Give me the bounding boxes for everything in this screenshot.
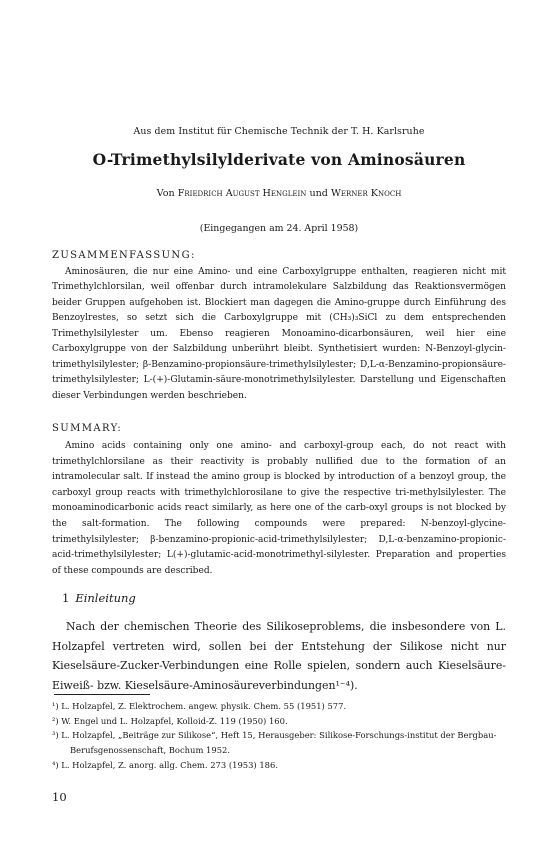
section-heading-einleitung [62,591,136,605]
section-title: Einleitung [75,591,136,605]
introduction-paragraph: Nach der chemischen Theorie des Silikoseproblems, die insbesondere von L. Holzapfel vertreten wird, sollen bei der Entstehung der Silikose nicht nur Kieselsäure-Zucker-Verbindungen eine Rolle spielen, sondern auch Kieselsäure-Eiweiß- bzw. Kieselsäure-Aminosäureverbindungen¹⁻⁴). [52,620,506,692]
footnote-4: ⁴) L. Holzapfel, Z. anorg. allg. Chem. 273 (1953) 186. [52,759,279,770]
byline-joiner: und [309,188,328,199]
author-knoch: Werner Knoch [331,188,402,199]
footnote-list [52,699,506,773]
author-line [52,188,506,199]
page-number: 10 [52,790,67,804]
zusammenfassung-text: Aminosäuren, die nur eine Amino- und eine Carboxylgruppe enthalten, reagieren nicht mit Trimethylchlorsilan, weil offenbar durch intramolekulare Salzbildung das Reaktionsvermögen beider Gruppen aufgehoben ist. Blockiert man dagegen die Amino-gruppe durch Einführung des Benzoylrestes, so setzt sich die Carboxylgruppe mit (CH₃)₃SiCl zu dem entsprechenden Trimethylsilylester um. Ebenso reagieren Monoamino-dicarbonsäuren, weil hier eine Carboxylgruppe von der Salzbildung unberührt bleibt. Synthetisiert wurden: N-Benzoyl-glycin-trimethylsilylester; β-Benzamino-propionsäure-trimethylsilylester; D,L-α-Benzamino-propionsäure-trimethylsilylester; L-(+)-Glutamin-säure-monotrimethylsilylester. Darstellung und Eigenschaften dieser Verbindungen werden beschrieben. [52,267,506,401]
article-title: O-Trimethylsilylderivate von Aminosäuren [92,150,466,169]
footnote-divider [54,694,150,695]
footnote-2: ²) W. Engel und L. Holzapfel, Kolloid-Z. 119 (1950) 160. [52,715,288,726]
byline-prefix: Von [156,188,175,199]
summary-text: Amino acids containing only one amino- and carboxyl-group each, do not react with trimethylchlorsilane as their reactivity is probably nullified due to the formation of an intramolecular salt. If instead the amino group is blocked by introduction of a benzoyl group, the carboxyl group reacts with trimethylchlorosilane to give the respective tri-methylsilylester. The monoaminodicarbonic acids react similarly, as here one of the carb-oxyl groups is not blocked by the salt-formation. The following compounds were prepared: N-benzoyl-glycine-trimethylsilylester; β-benzamino-propionic-acid-trimethylsilylester; D,L-α-benzamino-propionic-acid-trimethylsilylester; L(+)-glutamic-acid-monotrimethyl-silylester. Preparation and properties of these compounds are described. [52,441,506,576]
footnote-3: ³) L. Holzapfel, „Beiträge zur Silikose“, Heft 15, Herausgeber: Silikose-Forschungs-institut der Bergbau-Berufsgenossenschaft, Bochum 1952. [52,730,497,756]
author-henglein: Friedrich August Henglein [177,188,307,199]
zusammenfassung-heading: ZUSAMMENFASSUNG: [52,250,196,261]
section-number: 1 [62,591,70,605]
institute-line: Aus dem Institut für Chemische Technik der T. H. Karlsruhe [133,126,425,137]
summary-heading: SUMMARY: [52,423,123,434]
received-date: (Eingegangen am 24. April 1958) [199,223,359,234]
footnote-1: ¹) L. Holzapfel, Z. Elektrochem. angew. physik. Chem. 55 (1951) 577. [52,701,347,711]
